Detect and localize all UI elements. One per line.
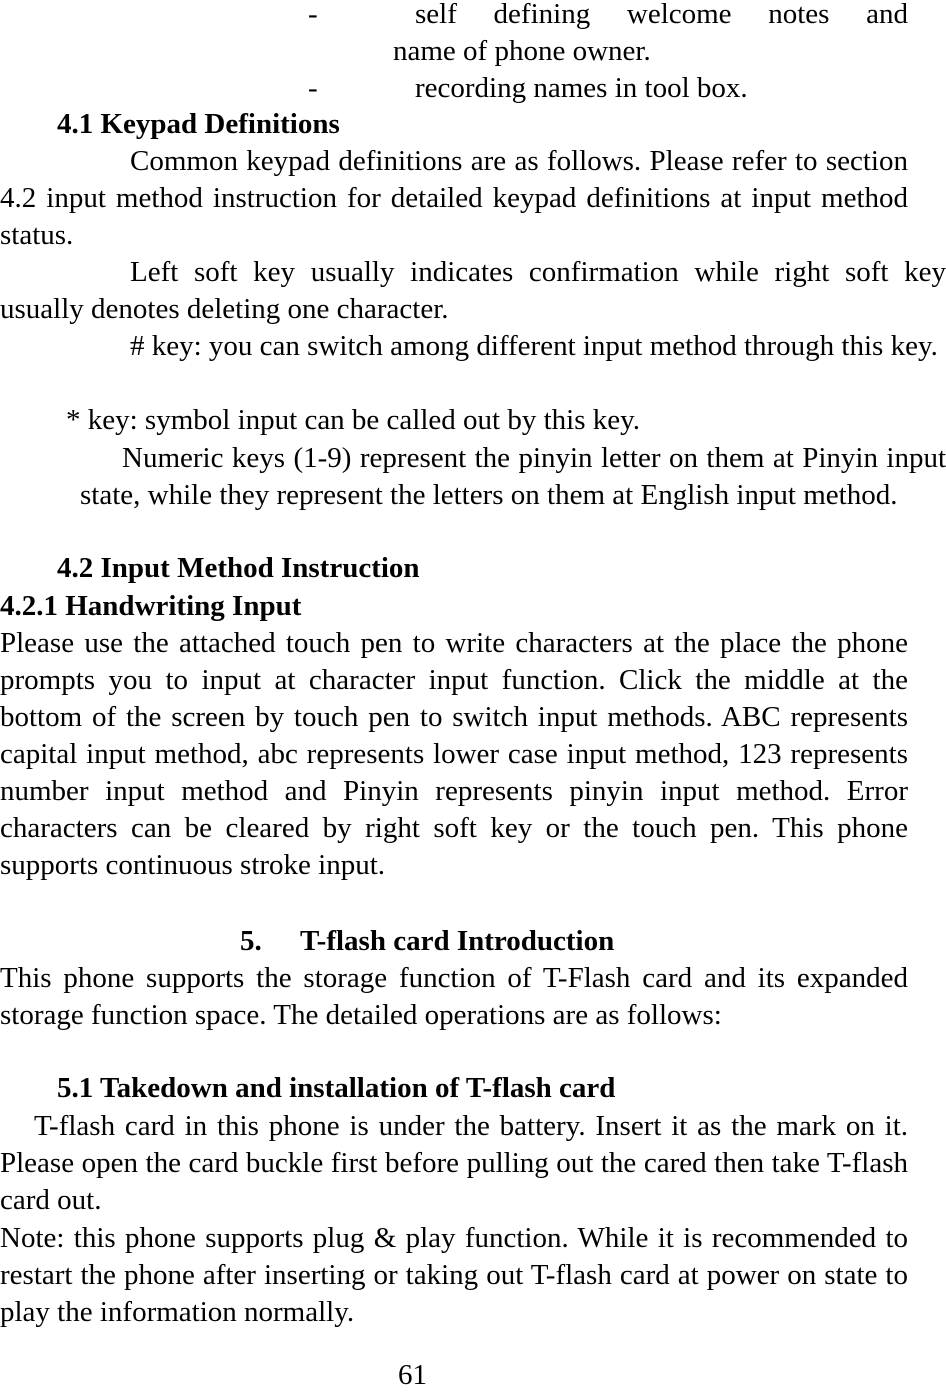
chapter-heading: T-flash card Introduction (300, 925, 615, 957)
paragraph: Left soft key usually indicates confirmation while right soft key usually denotes deleting one character. (0, 256, 946, 325)
paragraph: T-flash card in this phone is under the battery. Insert it as the mark on it. Please open the card buckle first before pulling out the cared then take T-flash card out. (0, 1110, 908, 1216)
paragraph: Note: this phone supports plug & play function. While it is recommended to restart the phone after inserting or taking out T-flash card at power on state to play the information normally. (0, 1222, 908, 1328)
paragraph: * key: symbol input can be called out by this key. (66, 404, 640, 436)
page-number: 61 (398, 1359, 427, 1391)
list-item-text: self defining welcome notes and (415, 0, 908, 30)
paragraph: Please use the attached touch pen to write characters at the place the phone prompts you to input at character input function. Click the middle at the bottom of the screen by touch pen to switch input methods. ABC represents capital input method, abc represents lower case input method, 123 represents number input method and Pinyin represents pinyin input method. Error characters can be cleared by right soft key or the touch pen. This phone supports continuous stroke input. (0, 627, 908, 881)
section-heading: 4.2 Input Method Instruction (57, 552, 420, 584)
section-heading: 5.1 Takedown and installation of T-flash card (57, 1072, 616, 1104)
list-marker: - (308, 72, 318, 104)
paragraph: Common keypad definitions are as follows. Please refer to section 4.2 input method instruction for detailed keypad definitions at input method status. (0, 145, 908, 251)
list-item (308, 0, 908, 70)
paragraph: # key: you can switch among different input method through this key. (130, 330, 938, 362)
chapter-number: 5. (240, 925, 262, 957)
list-item (308, 70, 908, 107)
list-marker: - (308, 0, 318, 30)
list-item-continuation: name of phone owner. (393, 35, 651, 67)
list-item-text: recording names in tool box. (415, 72, 748, 104)
paragraph: This phone supports the storage function of T-Flash card and its expanded storage function space. The detailed operations are as follows: (0, 962, 908, 1031)
paragraph: Numeric keys (1-9) represent the pinyin letter on them at Pinyin input state, while they represent the letters on them at English input method. (80, 442, 946, 511)
section-heading: 4.1 Keypad Definitions (57, 108, 340, 140)
subsection-heading: 4.2.1 Handwriting Input (0, 590, 302, 622)
